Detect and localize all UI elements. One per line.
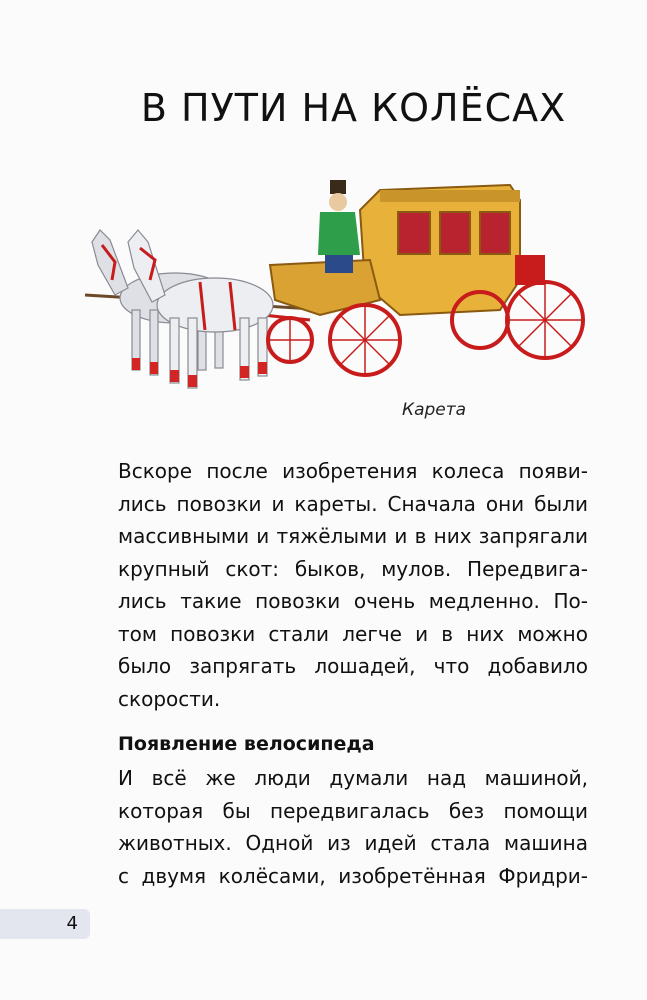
section-heading: Появление велосипеда [118,733,375,755]
text-line: том повозки стали легче и в них можно [118,621,588,646]
text-line: с двумя колёсами, изобретённая Фридри- [118,863,588,888]
text-line: И всё же люди думали над машиной, [118,766,588,790]
text-line: массивными и тяжёлыми и в них запрягали [118,524,588,548]
text-line: крупный скот: быков, мулов. Передвига- [118,556,588,581]
illustration-caption: Карета [402,400,467,420]
text-line: Вскоре после изобретения колеса появи- [118,459,588,483]
text-line: которая бы передвигалась без помощи [118,798,588,823]
page-number-badge [0,909,90,939]
page-number: 4 [66,913,78,934]
text-line: лись такие повозки очень медленно. По- [118,589,588,613]
text-line: было запрягать лошадей, что добавило [118,654,588,678]
horse-drawn-carriage-illustration [80,170,590,420]
paragraph-intro [118,455,588,715]
page-title: В ПУТИ НА КОЛЁСАХ [140,86,567,130]
text-line: скорости. [118,686,221,711]
text-line: лись повозки и кареты. Сначала они были [118,491,588,516]
text-line: животных. Одной из идей стала машина [118,831,588,855]
paragraph-bicycle [118,762,588,892]
